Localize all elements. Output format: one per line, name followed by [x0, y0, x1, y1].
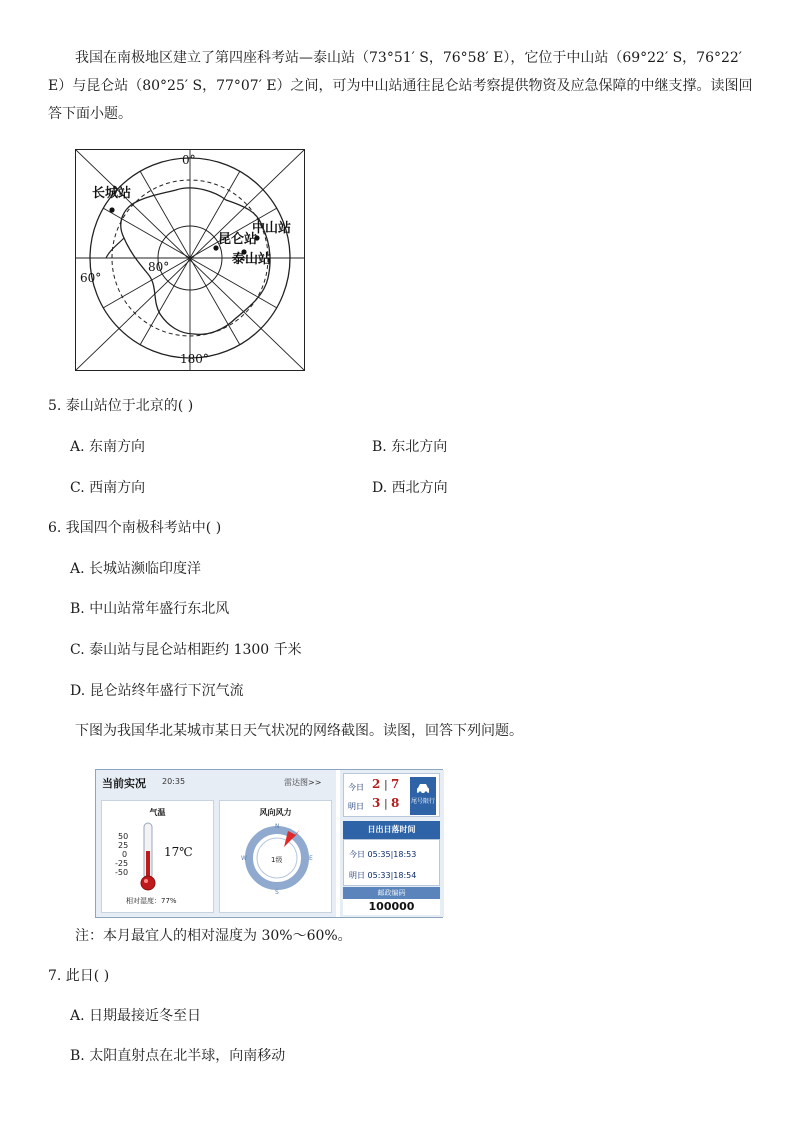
humidity-note: 注：本月最宜人的相对湿度为 30%～60%。: [75, 928, 352, 944]
sunrise-sunset-title: 日出日落时间: [343, 821, 440, 839]
temperature-value: 17℃: [164, 845, 193, 859]
radar-link[interactable]: 雷达图>>: [284, 778, 322, 787]
q5-option-a[interactable]: A. 东南方向: [70, 439, 146, 455]
temp-tick-0: 0: [122, 850, 128, 859]
compass-s: S: [275, 889, 279, 896]
humidity-value: 相对湿度：77%: [126, 897, 177, 905]
question-7-stem: 7. 此日( ): [48, 968, 110, 984]
sun-tomorrow: 明日 05:33|18:54: [349, 871, 417, 880]
q7-option-b[interactable]: B. 太阳直射点在北半球，向南移动: [70, 1048, 286, 1064]
temperature-title: 气温: [149, 808, 166, 817]
temp-tick-neg25: -25: [115, 859, 129, 868]
question-5-stem: 5. 泰山站位于北京的( ): [48, 398, 194, 414]
q7-option-a[interactable]: A. 日期最接近冬至日: [70, 1008, 202, 1024]
postcode-value: 100000: [343, 899, 440, 915]
sun-today: 今日 05:35|18:53: [349, 850, 417, 859]
weather-intro: 下图为我国华北某城市某日天气状况的网络截图。读图，回答下列问题。: [75, 723, 523, 739]
tomorrow-divider: |: [384, 797, 388, 810]
q5-option-c[interactable]: C. 西南方向: [70, 480, 146, 496]
thermometer-icon: [138, 821, 158, 893]
car-icon: [415, 782, 431, 796]
label-changcheng: 长城站: [92, 186, 132, 201]
tomorrow-number-b: 8: [391, 796, 400, 810]
today-label: 今日: [348, 783, 364, 792]
label-kunlun: 昆仑站: [218, 232, 258, 247]
weather-left-pane: [96, 770, 336, 917]
compass-n: N: [275, 823, 280, 830]
temp-tick-50: 50: [118, 832, 129, 841]
wind-title: 风向风力: [259, 808, 292, 817]
label-lon-60: 60°: [80, 271, 102, 285]
q6-option-a[interactable]: A. 长城站濒临印度洋: [70, 561, 202, 577]
question-6-stem: 6. 我国四个南极科考站中( ): [48, 520, 222, 536]
weather-time: 20:35: [162, 777, 186, 786]
wind-panel: [219, 800, 332, 913]
q6-option-b[interactable]: B. 中山站常年盛行东北风: [70, 601, 230, 617]
restriction-label: 尾号限行: [410, 798, 435, 805]
q5-option-d[interactable]: D. 西北方向: [372, 480, 448, 496]
today-divider: |: [384, 778, 388, 791]
postcode-title: 邮政编码: [343, 887, 440, 899]
intro-line-3: 答下面小题。: [48, 106, 132, 122]
label-taishan: 泰山站: [232, 252, 272, 267]
changcheng-station-dot: [109, 207, 114, 212]
q5-option-b[interactable]: B. 东北方向: [372, 439, 448, 455]
peninsula-outline: [106, 238, 124, 258]
temperature-panel: [101, 800, 214, 913]
compass-e: E: [309, 855, 313, 862]
label-lon-180: 180°: [180, 352, 209, 366]
weather-right-pane: [340, 770, 444, 917]
temp-tick-25: 25: [118, 841, 129, 850]
restriction-button[interactable]: [410, 777, 436, 815]
weather-widget: [95, 769, 443, 918]
today-number-b: 7: [391, 777, 400, 791]
weather-title: 当前实况: [102, 777, 146, 790]
q6-option-c[interactable]: C. 泰山站与昆仑站相距约 1300 千米: [70, 642, 302, 658]
label-lon-0: 0°: [182, 153, 196, 167]
intro-line-1: 我国在南极地区建立了第四座科考站—泰山站（73°51′ S，76°58′ E），它位于中山站（69°22′ S，76°22′: [75, 50, 742, 66]
intro-line-2: E）与昆仑站（80°25′ S，77°07′ E）之间，可为中山站通往昆仑站考察提供物资及应急保障的中继支撑。读图回: [48, 78, 753, 94]
antarctica-map: [75, 149, 305, 371]
today-number-a: 2: [372, 777, 381, 791]
label-zhongshan: 中山站: [252, 221, 292, 236]
q6-option-d[interactable]: D. 昆仑站终年盛行下沉气流: [70, 683, 244, 699]
label-lat-80: 80°: [148, 260, 170, 274]
weather-header: [96, 770, 336, 796]
traffic-restriction-box: [343, 773, 440, 817]
compass-w: W: [241, 855, 247, 862]
temp-tick-neg50: -50: [115, 868, 129, 877]
wind-level: 1级: [271, 856, 283, 864]
sunrise-sunset-box: [343, 839, 440, 886]
tomorrow-label: 明日: [348, 802, 364, 811]
tomorrow-number-a: 3: [372, 796, 381, 810]
